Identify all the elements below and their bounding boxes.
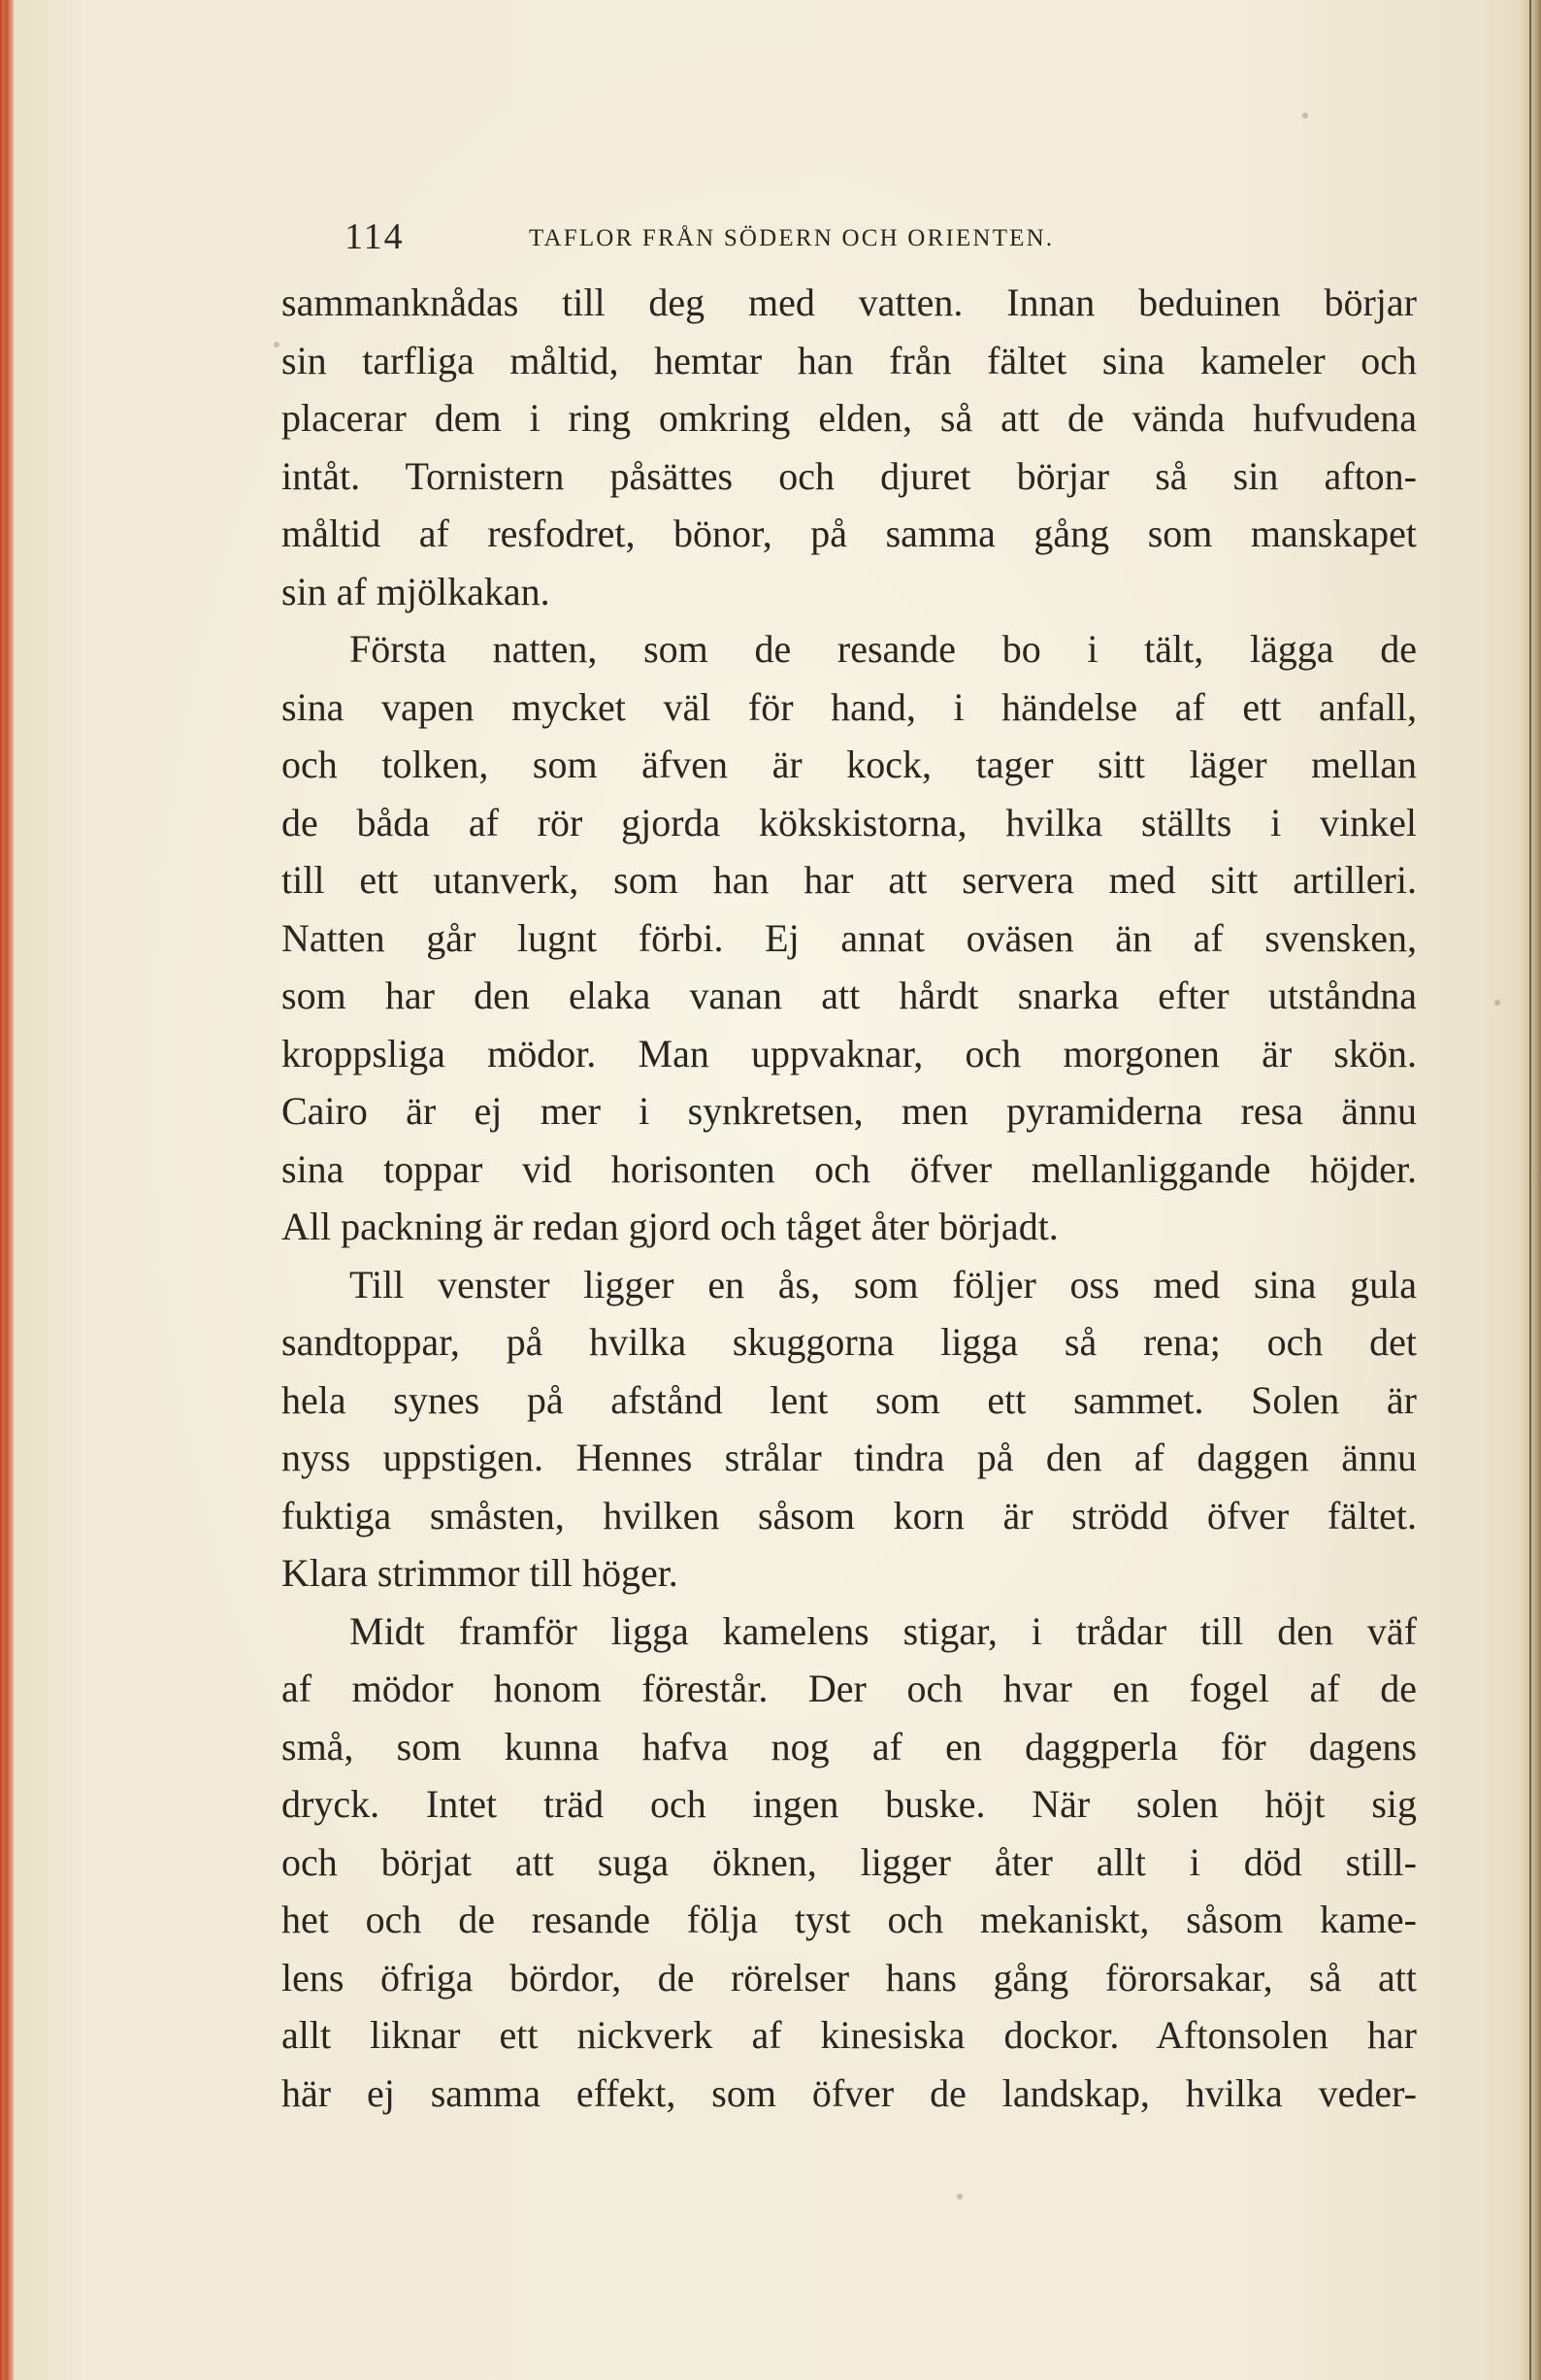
text-line: sina vapen mycket väl för hand, i händelse af ett anfall,	[281, 684, 1417, 729]
text-line: placerar dem i ring omkring elden, så att de vända hufvudena	[281, 396, 1417, 440]
paper-speck	[1536, 1174, 1541, 1180]
text-line: Till venster ligger en ås, som följer oss med sina gula	[349, 1262, 1417, 1306]
text-line: och börjat att suga öknen, ligger åter allt i död still-	[281, 1839, 1417, 1884]
page-right-rule	[1529, 0, 1531, 2380]
text-line: Midt framför ligga kamelens stigar, i trådar till den väf	[349, 1608, 1417, 1653]
text-line: intåt. Tornistern påsättes och djuret börjar så sin afton-	[281, 453, 1417, 498]
book-binding-edge	[0, 0, 14, 2380]
paper-speck	[1302, 113, 1308, 118]
text-line: måltid af resfodret, bönor, på samma gång som manskapet	[281, 512, 1417, 555]
text-line: nyss uppstigen. Hennes strålar tindra på den af daggen ännu	[281, 1436, 1417, 1479]
running-head: TAFLOR FRÅN SÖDERN OCH ORIENTEN.	[529, 225, 1055, 251]
text-line: dryck. Intet träd och ingen buske. När solen höjt sig	[281, 1782, 1417, 1826]
text-line: sina toppar vid horisonten och öfver mellanliggande höjder.	[281, 1146, 1417, 1191]
paragraph	[281, 1256, 1417, 1603]
text-line: små, som kunna hafva nog af en daggperla för dagens	[281, 1724, 1417, 1768]
text-line: som har den elaka vanan att hårdt snarka efter utståndna	[281, 974, 1417, 1017]
text-line: hela synes på afstånd lent som ett sammet. Solen är	[281, 1377, 1417, 1422]
text-line: af mödor honom förestår. Der och hvar en fogel af de	[281, 1667, 1417, 1710]
text-line: All packning är redan gjord och tåget åter börjadt.	[281, 1205, 1059, 1248]
text-line: Natten går lugnt förbi. Ej annat oväsen än af svensken,	[281, 915, 1417, 960]
text-line: sammanknådas till deg med vatten. Innan beduinen börjar	[281, 281, 1417, 324]
page-header	[344, 215, 1315, 257]
paper-speck	[1494, 1000, 1500, 1006]
text-line: fuktiga småsten, hvilken såsom korn är strödd öfver fältet.	[281, 1493, 1417, 1537]
paragraph	[281, 620, 1417, 1256]
text-line: allt liknar ett nickverk af kinesiska dockor. Aftonsolen har	[281, 2013, 1417, 2057]
text-line: sin af mjölkakan.	[281, 569, 550, 613]
text-line: Cairo är ej mer i synkretsen, men pyramiderna resa ännu	[281, 1089, 1417, 1133]
paper-speck	[957, 2194, 963, 2199]
text-line: de båda af rör gjorda kökskistorna, hvilka ställts i vinkel	[281, 800, 1417, 844]
paragraph	[281, 1603, 1417, 2123]
text-line: kroppsliga mödor. Man uppvaknar, och morgonen är skön.	[281, 1031, 1417, 1075]
text-line: het och de resande följa tyst och mekaniskt, såsom kame-	[281, 1898, 1417, 1941]
text-line: till ett utanverk, som han har att servera med sitt artilleri.	[281, 858, 1417, 902]
text-line: sin tarfliga måltid, hemtar han från fältet sina kameler och	[281, 338, 1417, 382]
paper-speck	[274, 342, 279, 347]
text-line: Första natten, som de resande bo i tält, lägga de	[349, 627, 1417, 671]
text-line: Klara strimmor till höger.	[281, 1551, 678, 1595]
text-line: här ej samma effekt, som öfver de landskap, hvilka veder-	[281, 2070, 1417, 2115]
page-number: 114	[344, 216, 405, 257]
text-line: och tolken, som äfven är kock, tager sitt läger mellan	[281, 743, 1417, 786]
body-text	[281, 274, 1417, 2122]
text-line: sandtoppar, på hvilka skuggorna ligga så rena; och det	[281, 1320, 1417, 1364]
text-line: lens öfriga bördor, de rörelser hans gång förorsakar, så att	[281, 1955, 1417, 2000]
paragraph	[281, 274, 1417, 620]
